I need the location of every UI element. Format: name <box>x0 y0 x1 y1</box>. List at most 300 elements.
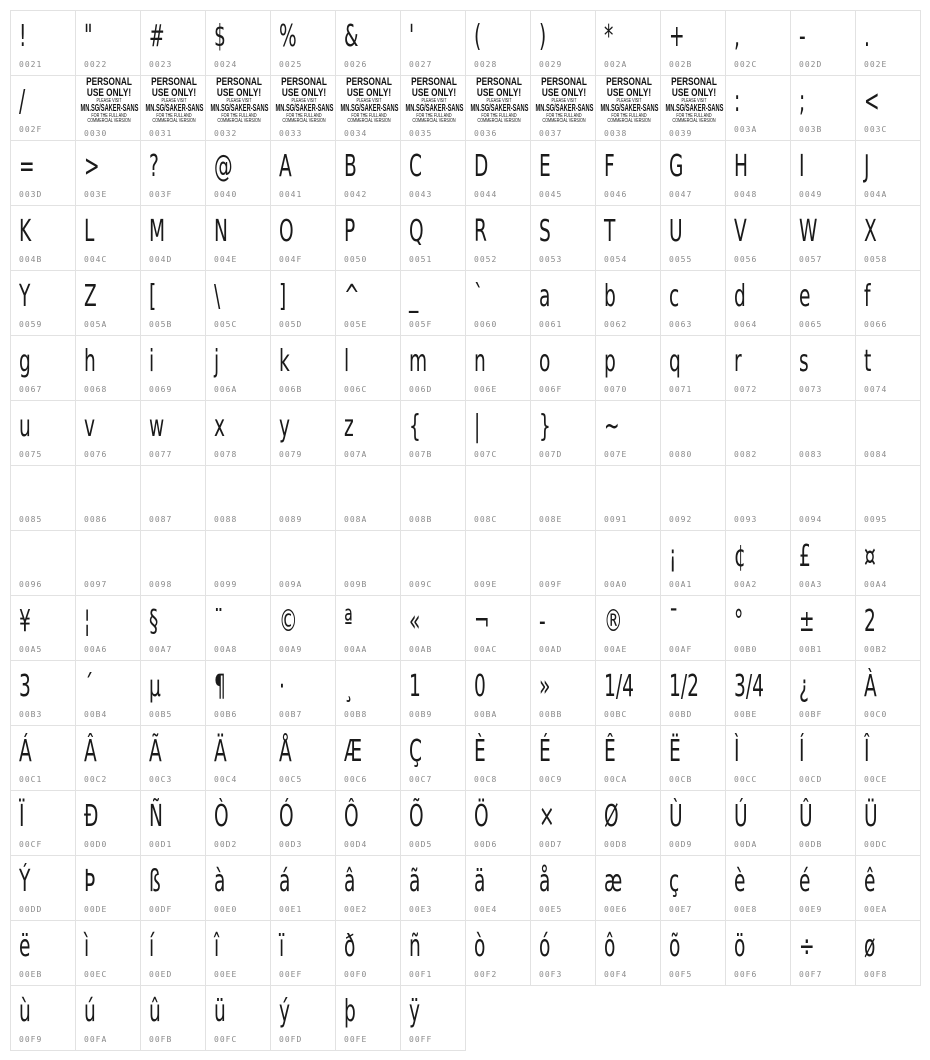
code-label: 00BD <box>669 710 693 719</box>
glyph-cell[interactable] <box>660 465 726 531</box>
glyph-cell[interactable] <box>725 270 791 336</box>
code-label: 0025 <box>279 60 303 69</box>
glyph-cell[interactable] <box>855 400 921 466</box>
glyph-cell[interactable] <box>595 725 661 791</box>
glyph-cell[interactable] <box>790 790 856 856</box>
notice-text: COMMERCIAL VERSION <box>282 118 326 124</box>
glyph-cell[interactable] <box>400 205 466 271</box>
code-label: 00A8 <box>214 645 238 654</box>
glyph-cell[interactable] <box>725 595 791 661</box>
glyph-cell[interactable] <box>400 985 466 1051</box>
code-label: 00A3 <box>799 580 823 589</box>
glyph-cell[interactable] <box>140 595 206 661</box>
glyph-cell[interactable] <box>140 985 206 1051</box>
glyph-cell[interactable] <box>335 140 401 206</box>
glyph-cell[interactable] <box>855 920 921 986</box>
glyph-cell[interactable] <box>530 335 596 401</box>
glyph-cell[interactable] <box>660 855 726 921</box>
glyph-cell[interactable] <box>270 400 336 466</box>
glyph-cell[interactable] <box>270 855 336 921</box>
glyph-cell[interactable] <box>855 725 921 791</box>
glyph-cell[interactable] <box>595 530 661 596</box>
glyph-cell[interactable] <box>140 75 206 141</box>
glyph-cell[interactable] <box>725 10 791 76</box>
glyph-cell[interactable] <box>660 10 726 76</box>
glyph-cell[interactable] <box>530 790 596 856</box>
glyph: Û <box>799 799 813 834</box>
notice-text: FOR THE FULL AND <box>221 113 257 119</box>
code-label: 0022 <box>84 60 108 69</box>
glyph-cell[interactable] <box>855 660 921 726</box>
glyph-cell[interactable] <box>855 790 921 856</box>
glyph-cell[interactable] <box>400 530 466 596</box>
glyph-cell[interactable] <box>790 205 856 271</box>
glyph-cell[interactable] <box>465 400 531 466</box>
glyph-cell[interactable] <box>725 660 791 726</box>
glyph-cell[interactable] <box>595 270 661 336</box>
glyph-cell[interactable] <box>530 140 596 206</box>
glyph: e <box>799 279 811 314</box>
glyph-cell[interactable] <box>10 10 76 76</box>
glyph-cell[interactable] <box>335 335 401 401</box>
code-label: 006F <box>539 385 563 394</box>
code-label: 00B6 <box>214 710 238 719</box>
glyph-cell[interactable] <box>400 595 466 661</box>
glyph-cell[interactable] <box>595 205 661 271</box>
glyph-cell[interactable] <box>725 530 791 596</box>
glyph-cell[interactable] <box>790 270 856 336</box>
glyph-cell[interactable] <box>790 595 856 661</box>
glyph-cell[interactable] <box>205 790 271 856</box>
glyph: m <box>409 344 428 379</box>
glyph-cell[interactable] <box>75 920 141 986</box>
glyph-cell[interactable] <box>595 400 661 466</box>
code-label: 00B4 <box>84 710 108 719</box>
glyph-cell[interactable] <box>75 855 141 921</box>
glyph-cell[interactable] <box>75 660 141 726</box>
glyph-cell[interactable] <box>400 140 466 206</box>
glyph-cell[interactable] <box>140 920 206 986</box>
glyph: 1/2 <box>669 669 699 704</box>
glyph-cell[interactable] <box>660 530 726 596</box>
glyph-cell[interactable] <box>140 465 206 531</box>
glyph-cell[interactable] <box>595 660 661 726</box>
glyph-cell[interactable] <box>530 400 596 466</box>
code-label: 0058 <box>864 255 888 264</box>
code-label: 0085 <box>19 515 43 524</box>
glyph-cell[interactable] <box>400 855 466 921</box>
glyph-cell[interactable] <box>140 400 206 466</box>
glyph-cell[interactable] <box>400 75 466 141</box>
glyph-cell[interactable] <box>465 205 531 271</box>
glyph-cell[interactable] <box>465 660 531 726</box>
glyph-cell[interactable] <box>855 140 921 206</box>
glyph-cell[interactable] <box>660 790 726 856</box>
glyph: v <box>84 409 96 444</box>
glyph: N <box>214 214 228 249</box>
glyph-cell[interactable] <box>530 725 596 791</box>
notice-text: USE ONLY! <box>346 87 392 99</box>
glyph-cell[interactable] <box>660 920 726 986</box>
code-label: 0044 <box>474 190 498 199</box>
glyph-cell[interactable] <box>790 10 856 76</box>
glyph-cell[interactable] <box>140 140 206 206</box>
glyph-cell[interactable] <box>660 75 726 141</box>
glyph-cell[interactable] <box>10 595 76 661</box>
glyph: ¶ <box>214 669 226 704</box>
glyph-cell[interactable] <box>855 595 921 661</box>
glyph-cell[interactable] <box>10 855 76 921</box>
glyph-cell[interactable] <box>855 10 921 76</box>
glyph-cell[interactable] <box>205 985 271 1051</box>
glyph-cell[interactable] <box>335 75 401 141</box>
glyph-cell[interactable] <box>465 790 531 856</box>
glyph: : <box>734 84 741 119</box>
code-label: 002A <box>604 60 628 69</box>
glyph-cell[interactable] <box>725 205 791 271</box>
glyph-cell[interactable] <box>595 465 661 531</box>
glyph-cell[interactable] <box>465 75 531 141</box>
glyph-cell[interactable] <box>140 855 206 921</box>
glyph-cell[interactable] <box>335 10 401 76</box>
glyph: " <box>84 19 93 54</box>
notice-text: FOR THE FULL AND <box>481 113 517 119</box>
glyph-cell[interactable] <box>530 855 596 921</box>
glyph-cell[interactable] <box>75 10 141 76</box>
glyph-cell[interactable] <box>75 270 141 336</box>
glyph: ß <box>149 864 161 899</box>
glyph-cell[interactable] <box>595 140 661 206</box>
code-label: 002E <box>864 60 888 69</box>
glyph-cell[interactable] <box>465 10 531 76</box>
glyph-cell[interactable] <box>270 205 336 271</box>
glyph-cell[interactable] <box>10 400 76 466</box>
glyph-cell[interactable] <box>595 855 661 921</box>
glyph-cell[interactable] <box>140 205 206 271</box>
glyph-cell[interactable] <box>270 725 336 791</box>
glyph-cell[interactable] <box>400 790 466 856</box>
glyph-cell[interactable] <box>75 205 141 271</box>
glyph-cell[interactable] <box>10 465 76 531</box>
glyph-cell[interactable] <box>270 465 336 531</box>
glyph-cell[interactable] <box>790 530 856 596</box>
personal-use-notice <box>144 77 204 124</box>
code-label: 00A2 <box>734 580 758 589</box>
glyph-cell[interactable] <box>75 465 141 531</box>
glyph-cell[interactable] <box>335 270 401 336</box>
glyph-cell[interactable] <box>400 335 466 401</box>
glyph: K <box>19 214 32 249</box>
glyph-cell[interactable] <box>790 140 856 206</box>
glyph-cell[interactable] <box>595 920 661 986</box>
glyph-cell[interactable] <box>335 660 401 726</box>
glyph-cell[interactable] <box>205 140 271 206</box>
glyph-cell[interactable] <box>725 790 791 856</box>
glyph-cell[interactable] <box>335 790 401 856</box>
glyph-cell[interactable] <box>790 660 856 726</box>
glyph-cell[interactable] <box>335 985 401 1051</box>
glyph-cell[interactable] <box>10 270 76 336</box>
glyph-cell[interactable] <box>855 270 921 336</box>
glyph-cell[interactable] <box>465 140 531 206</box>
glyph-cell[interactable] <box>335 205 401 271</box>
glyph-cell[interactable] <box>335 855 401 921</box>
glyph: i <box>149 344 155 379</box>
glyph-cell[interactable] <box>725 465 791 531</box>
glyph-cell[interactable] <box>335 725 401 791</box>
glyph-cell[interactable] <box>205 205 271 271</box>
glyph: Ò <box>214 799 229 834</box>
glyph-cell[interactable] <box>205 920 271 986</box>
glyph-cell[interactable] <box>270 530 336 596</box>
glyph-cell[interactable] <box>660 205 726 271</box>
glyph-cell[interactable] <box>595 75 661 141</box>
glyph-cell[interactable] <box>270 660 336 726</box>
code-label: 0026 <box>344 60 368 69</box>
glyph-cell[interactable] <box>400 725 466 791</box>
glyph-cell[interactable] <box>205 400 271 466</box>
glyph-cell[interactable] <box>205 75 271 141</box>
glyph: r <box>734 344 742 379</box>
glyph-cell[interactable] <box>725 920 791 986</box>
glyph-cell[interactable] <box>10 530 76 596</box>
glyph-cell[interactable] <box>205 335 271 401</box>
glyph-cell[interactable] <box>140 335 206 401</box>
glyph-cell[interactable] <box>660 660 726 726</box>
glyph-cell[interactable] <box>465 465 531 531</box>
code-label: 00E6 <box>604 905 628 914</box>
code-label: 0063 <box>669 320 693 329</box>
glyph-cell[interactable] <box>270 140 336 206</box>
glyph-cell[interactable] <box>205 725 271 791</box>
glyph-cell[interactable] <box>75 140 141 206</box>
glyph-cell[interactable] <box>400 400 466 466</box>
notice-text: FOR THE FULL AND <box>286 113 322 119</box>
glyph-cell[interactable] <box>465 270 531 336</box>
glyph-cell[interactable] <box>75 335 141 401</box>
code-label: 0054 <box>604 255 628 264</box>
glyph-cell[interactable] <box>270 270 336 336</box>
glyph-cell[interactable] <box>400 270 466 336</box>
glyph-cell[interactable] <box>270 920 336 986</box>
glyph-cell[interactable] <box>10 725 76 791</box>
glyph: G <box>669 149 684 184</box>
glyph-cell[interactable] <box>270 10 336 76</box>
glyph-cell[interactable] <box>10 985 76 1051</box>
code-label: 00BE <box>734 710 758 719</box>
glyph-cell[interactable] <box>790 400 856 466</box>
glyph-cell[interactable] <box>10 790 76 856</box>
glyph-cell[interactable] <box>270 335 336 401</box>
glyph: Y <box>19 279 31 314</box>
glyph-cell[interactable] <box>75 985 141 1051</box>
glyph-cell[interactable] <box>10 660 76 726</box>
glyph-cell[interactable] <box>790 855 856 921</box>
glyph: a <box>539 279 551 314</box>
glyph-cell[interactable] <box>530 595 596 661</box>
notice-text: PLEASE VISIT <box>291 98 317 104</box>
code-label: 00A9 <box>279 645 303 654</box>
glyph-cell[interactable] <box>205 270 271 336</box>
glyph-cell[interactable] <box>400 465 466 531</box>
glyph-cell[interactable] <box>465 595 531 661</box>
glyph-cell[interactable] <box>530 270 596 336</box>
code-label: 0062 <box>604 320 628 329</box>
code-label: 0061 <box>539 320 563 329</box>
glyph-cell[interactable] <box>465 855 531 921</box>
glyph: õ <box>669 929 681 964</box>
glyph-cell[interactable] <box>335 530 401 596</box>
glyph-cell[interactable] <box>335 400 401 466</box>
glyph-cell[interactable] <box>465 920 531 986</box>
glyph-cell[interactable] <box>855 855 921 921</box>
glyph-cell[interactable] <box>790 335 856 401</box>
glyph: d <box>734 279 746 314</box>
glyph-cell[interactable] <box>725 855 791 921</box>
glyph-cell[interactable] <box>530 465 596 531</box>
glyph: 3/4 <box>734 669 764 704</box>
glyph: F <box>604 149 615 184</box>
glyph-cell[interactable] <box>790 75 856 141</box>
code-label: 00E3 <box>409 905 433 914</box>
glyph: b <box>604 279 616 314</box>
glyph-cell[interactable] <box>465 725 531 791</box>
code-label: 00B5 <box>149 710 173 719</box>
glyph-cell[interactable] <box>855 465 921 531</box>
glyph-cell[interactable] <box>725 400 791 466</box>
glyph: z <box>344 409 354 444</box>
glyph-cell[interactable] <box>855 205 921 271</box>
glyph-cell[interactable] <box>140 270 206 336</box>
glyph-cell[interactable] <box>855 530 921 596</box>
code-label: 0091 <box>604 515 628 524</box>
glyph-cell[interactable] <box>75 400 141 466</box>
glyph-cell[interactable] <box>10 140 76 206</box>
glyph-cell[interactable] <box>595 335 661 401</box>
code-label: 0047 <box>669 190 693 199</box>
glyph: Ø <box>604 799 619 834</box>
glyph: w <box>149 409 165 444</box>
code-label: 00B1 <box>799 645 823 654</box>
glyph-cell[interactable] <box>660 725 726 791</box>
code-label: 00CD <box>799 775 823 784</box>
notice-text: USE ONLY! <box>151 87 197 99</box>
code-label: 0059 <box>19 320 43 329</box>
glyph-cell[interactable] <box>270 790 336 856</box>
code-label: 007E <box>604 450 628 459</box>
glyph-cell[interactable] <box>75 530 141 596</box>
glyph-cell[interactable] <box>660 140 726 206</box>
glyph-cell[interactable] <box>660 595 726 661</box>
glyph: Á <box>19 734 32 769</box>
glyph-cell[interactable] <box>660 335 726 401</box>
glyph-cell[interactable] <box>270 985 336 1051</box>
glyph-cell[interactable] <box>270 75 336 141</box>
glyph-cell[interactable] <box>10 205 76 271</box>
personal-use-notice <box>79 77 139 124</box>
glyph-cell[interactable] <box>530 10 596 76</box>
glyph-cell[interactable] <box>660 400 726 466</box>
glyph: h <box>84 344 96 379</box>
glyph-cell[interactable] <box>270 595 336 661</box>
glyph-cell[interactable] <box>335 920 401 986</box>
glyph-cell[interactable] <box>140 725 206 791</box>
glyph-cell[interactable] <box>205 530 271 596</box>
glyph-cell[interactable] <box>855 75 921 141</box>
glyph-cell[interactable] <box>530 920 596 986</box>
glyph-cell[interactable] <box>725 140 791 206</box>
glyph-cell[interactable] <box>75 75 141 141</box>
glyph: Ô <box>344 799 359 834</box>
glyph-cell[interactable] <box>205 10 271 76</box>
glyph-cell[interactable] <box>790 465 856 531</box>
glyph-cell[interactable] <box>595 10 661 76</box>
glyph: J <box>864 149 870 184</box>
glyph: ± <box>799 604 815 639</box>
glyph-cell[interactable] <box>140 660 206 726</box>
glyph: × <box>539 799 555 834</box>
glyph-cell[interactable] <box>205 855 271 921</box>
glyph-cell[interactable] <box>725 335 791 401</box>
glyph-cell[interactable] <box>530 530 596 596</box>
code-label: 0075 <box>19 450 43 459</box>
glyph-cell[interactable] <box>725 725 791 791</box>
glyph-cell[interactable] <box>140 790 206 856</box>
glyph-cell[interactable] <box>10 920 76 986</box>
glyph-cell[interactable] <box>335 465 401 531</box>
glyph-cell[interactable] <box>465 530 531 596</box>
code-label: 00E7 <box>669 905 693 914</box>
glyph-cell[interactable] <box>75 595 141 661</box>
notice-url: MN.SG/SAKER-SANS <box>340 103 399 114</box>
glyph: ° <box>734 604 744 639</box>
glyph-cell[interactable] <box>335 595 401 661</box>
glyph-cell[interactable] <box>530 75 596 141</box>
glyph-cell[interactable] <box>725 75 791 141</box>
notice-text: PERSONAL <box>606 76 652 88</box>
notice-text: USE ONLY! <box>216 87 262 99</box>
glyph-cell[interactable] <box>530 660 596 726</box>
glyph: ö <box>734 929 746 964</box>
glyph-cell[interactable] <box>400 10 466 76</box>
glyph-cell[interactable] <box>595 595 661 661</box>
glyph-cell[interactable] <box>140 10 206 76</box>
glyph-cell[interactable] <box>790 725 856 791</box>
glyph-cell[interactable] <box>10 335 76 401</box>
glyph-cell[interactable] <box>205 660 271 726</box>
glyph-cell[interactable] <box>140 530 206 596</box>
glyph-cell[interactable] <box>205 595 271 661</box>
glyph-cell[interactable] <box>75 790 141 856</box>
glyph: Ã <box>149 734 162 769</box>
glyph-cell[interactable] <box>10 75 76 141</box>
code-label: 00E5 <box>539 905 563 914</box>
glyph: ý <box>279 994 291 1029</box>
glyph-cell[interactable] <box>790 920 856 986</box>
glyph-cell[interactable] <box>205 465 271 531</box>
glyph-cell[interactable] <box>595 790 661 856</box>
glyph: o <box>539 344 551 379</box>
glyph-cell[interactable] <box>400 920 466 986</box>
glyph-cell[interactable] <box>855 335 921 401</box>
glyph: ì <box>84 929 90 964</box>
glyph-cell[interactable] <box>530 205 596 271</box>
glyph: Z <box>84 279 97 314</box>
glyph-cell[interactable] <box>400 660 466 726</box>
glyph-cell[interactable] <box>660 270 726 336</box>
glyph-cell[interactable] <box>465 335 531 401</box>
glyph-cell[interactable] <box>75 725 141 791</box>
